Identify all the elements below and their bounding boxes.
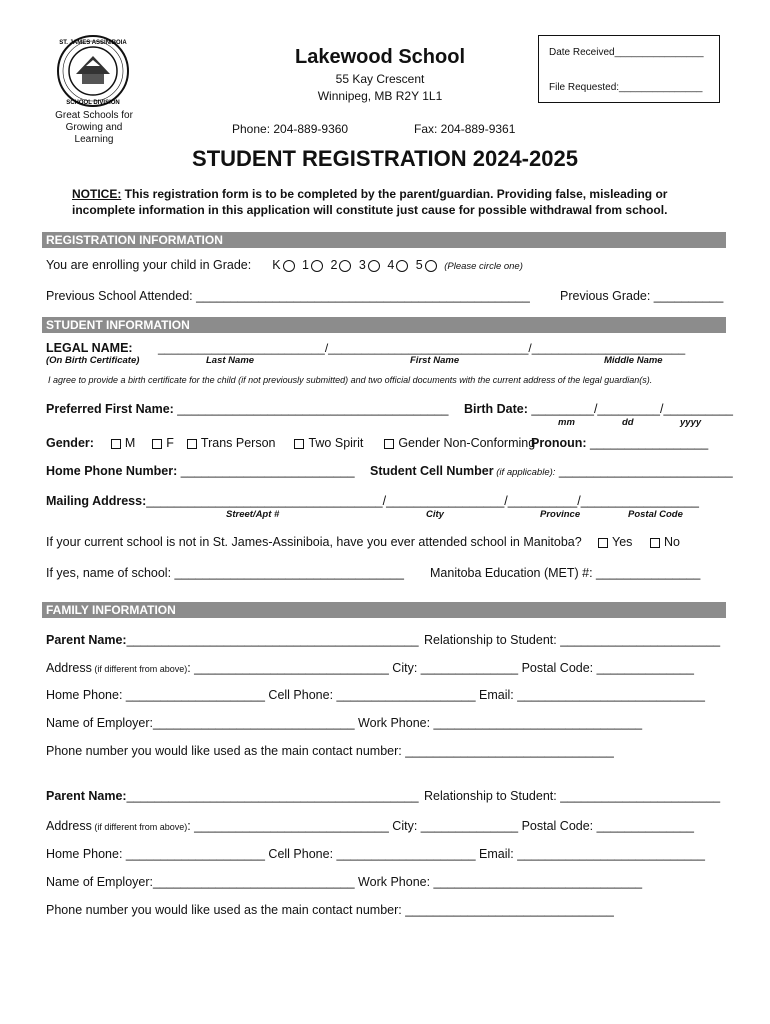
- birth-date-row[interactable]: Birth Date: _________/_________/__________: [464, 402, 733, 416]
- radio-circle-icon: [396, 260, 408, 272]
- grade-option-1[interactable]: 1: [302, 258, 327, 272]
- radio-circle-icon: [339, 260, 351, 272]
- file-requested-field[interactable]: File Requested:_______________: [549, 82, 703, 93]
- family-section-header: FAMILY INFORMATION: [42, 602, 726, 618]
- mm-caption: mm: [558, 417, 575, 428]
- notice: [72, 186, 712, 218]
- parent1-main-contact-field[interactable]: Phone number you would like used as the main contact number: ______________________________: [46, 744, 614, 758]
- radio-circle-icon: [368, 260, 380, 272]
- gender-label: Gender:: [46, 436, 94, 450]
- birth-cert-agreement: I agree to provide a birth certificate for the child (if not previously submitted) and two official documents with the current address of the legal guardian(s).: [48, 375, 653, 385]
- school-division-logo: [56, 34, 130, 108]
- school-phone: Phone: 204-889-9360: [232, 122, 349, 136]
- first-name-caption: First Name: [410, 355, 460, 366]
- checkbox-icon: [294, 439, 304, 449]
- parent2-name-field[interactable]: Parent Name:__________________________________________: [46, 789, 419, 803]
- checkbox-icon: [152, 439, 162, 449]
- met-number-field[interactable]: Manitoba Education (MET) #: _______________: [430, 566, 701, 580]
- gender-trans-option[interactable]: Trans Person: [187, 436, 276, 450]
- middle-name-caption: Middle Name: [604, 355, 663, 366]
- address-line-1: 55 Kay Crescent: [335, 72, 425, 86]
- gender-two-spirit-option[interactable]: Two Spirit: [294, 436, 363, 450]
- grade-option-2[interactable]: 2: [330, 258, 355, 272]
- grade-option-k[interactable]: K: [272, 258, 298, 272]
- yyyy-caption: yyyy: [680, 417, 702, 428]
- previous-school-field[interactable]: Previous School Attended: ________________________________________________: [46, 289, 530, 303]
- parent2-main-contact-field[interactable]: Phone number you would like used as the main contact number: ______________________________: [46, 903, 614, 917]
- date-received-field[interactable]: Date Received________________: [549, 47, 704, 58]
- legal-name-field[interactable]: _________________________/______________________________/_______________________: [158, 341, 686, 355]
- notice-text: This registration form is to be completed by the parent/guardian. Providing false, misleading or incomplete information in this application will constitute just cause for possible withdrawal from school.: [72, 187, 668, 217]
- home-phone-field[interactable]: Home Phone Number: _________________________: [46, 464, 355, 478]
- radio-circle-icon: [425, 260, 437, 272]
- attended-manitoba-question: If your current school is not in St. James-Assiniboia, have you ever attended school in Manitoba?: [46, 535, 582, 549]
- gender-m-option[interactable]: M: [111, 436, 135, 450]
- parent1-relationship-field[interactable]: Relationship to Student: _______________________: [424, 633, 721, 647]
- tagline: Great Schools for Growing and Learning: [55, 110, 133, 145]
- city-caption: City: [426, 509, 444, 520]
- preferred-name-row[interactable]: Preferred First Name: _______________________________________: [46, 402, 449, 416]
- parent1-name-field[interactable]: Parent Name:__________________________________________: [46, 633, 419, 647]
- grade-option-5[interactable]: 5: [416, 258, 441, 272]
- student-cell-field[interactable]: Student Cell Number (if applicable): _________________________: [370, 464, 733, 478]
- attended-no-option[interactable]: No: [650, 535, 680, 549]
- parent2-address-row[interactable]: Address (if different from above): ____________________________ City: ______________ Postal Code: ______________: [46, 819, 694, 833]
- grade-row: [46, 258, 523, 272]
- gender-f-option[interactable]: F: [152, 436, 174, 450]
- radio-circle-icon: [311, 260, 323, 272]
- checkbox-icon: [111, 439, 121, 449]
- svg-text:ST. JAMES ASSINIBOIA: ST. JAMES ASSINIBOIA: [59, 40, 127, 46]
- parent2-employer-row[interactable]: Name of Employer:_____________________________ Work Phone: ______________________________: [46, 875, 643, 889]
- grade-option-4[interactable]: 4: [387, 258, 412, 272]
- attended-yes-option[interactable]: Yes: [598, 535, 632, 549]
- checkbox-icon: [650, 538, 660, 548]
- dd-caption: dd: [622, 417, 634, 428]
- province-caption: Province: [540, 509, 581, 520]
- gender-non-conforming-option[interactable]: Gender Non-Conforming: [384, 436, 535, 450]
- registration-section-header: REGISTRATION INFORMATION: [42, 232, 726, 248]
- on-birth-cert-note: (On Birth Certificate): [46, 355, 140, 366]
- school-name: Lakewood School: [294, 46, 466, 68]
- school-fax: Fax: 204-889-9361: [414, 122, 516, 136]
- student-section-header: STUDENT INFORMATION: [42, 317, 726, 333]
- parent1-phones-row[interactable]: Home Phone: ____________________ Cell Phone: ____________________ Email: ___________________________: [46, 688, 705, 702]
- grade-option-3[interactable]: 3: [359, 258, 384, 272]
- pronoun-field[interactable]: Pronoun: _________________: [531, 436, 709, 450]
- previous-manitoba-school-field[interactable]: If yes, name of school: _________________________________: [46, 566, 404, 580]
- legal-name-label: LEGAL NAME:: [46, 341, 133, 355]
- office-use-box: [538, 35, 720, 103]
- previous-grade-field[interactable]: Previous Grade: __________: [560, 289, 724, 303]
- form-title: STUDENT REGISTRATION 2024-2025: [192, 146, 578, 171]
- checkbox-icon: [384, 439, 394, 449]
- mailing-address-field[interactable]: Mailing Address:__________________________________/_________________/__________/_________________: [46, 494, 699, 508]
- radio-circle-icon: [283, 260, 295, 272]
- checkbox-icon: [187, 439, 197, 449]
- notice-label: NOTICE:: [72, 187, 122, 201]
- street-caption: Street/Apt #: [226, 509, 280, 520]
- parent1-address-row[interactable]: Address (if different from above): ____________________________ City: ______________ Postal Code: ______________: [46, 661, 694, 675]
- parent2-relationship-field[interactable]: Relationship to Student: _______________________: [424, 789, 721, 803]
- grade-prompt: You are enrolling your child in Grade:: [46, 258, 252, 272]
- parent1-employer-row[interactable]: Name of Employer:_____________________________ Work Phone: ______________________________: [46, 716, 643, 730]
- svg-text:SCHOOL DIVISION: SCHOOL DIVISION: [66, 100, 120, 106]
- grade-note: (Please circle one): [444, 261, 523, 272]
- address-line-2: Winnipeg, MB R2Y 1L1: [317, 89, 443, 103]
- checkbox-icon: [598, 538, 608, 548]
- gender-row: [46, 436, 535, 450]
- parent2-phones-row[interactable]: Home Phone: ____________________ Cell Phone: ____________________ Email: ___________________________: [46, 847, 705, 861]
- postal-code-caption: Postal Code: [628, 509, 683, 520]
- last-name-caption: Last Name: [206, 355, 255, 366]
